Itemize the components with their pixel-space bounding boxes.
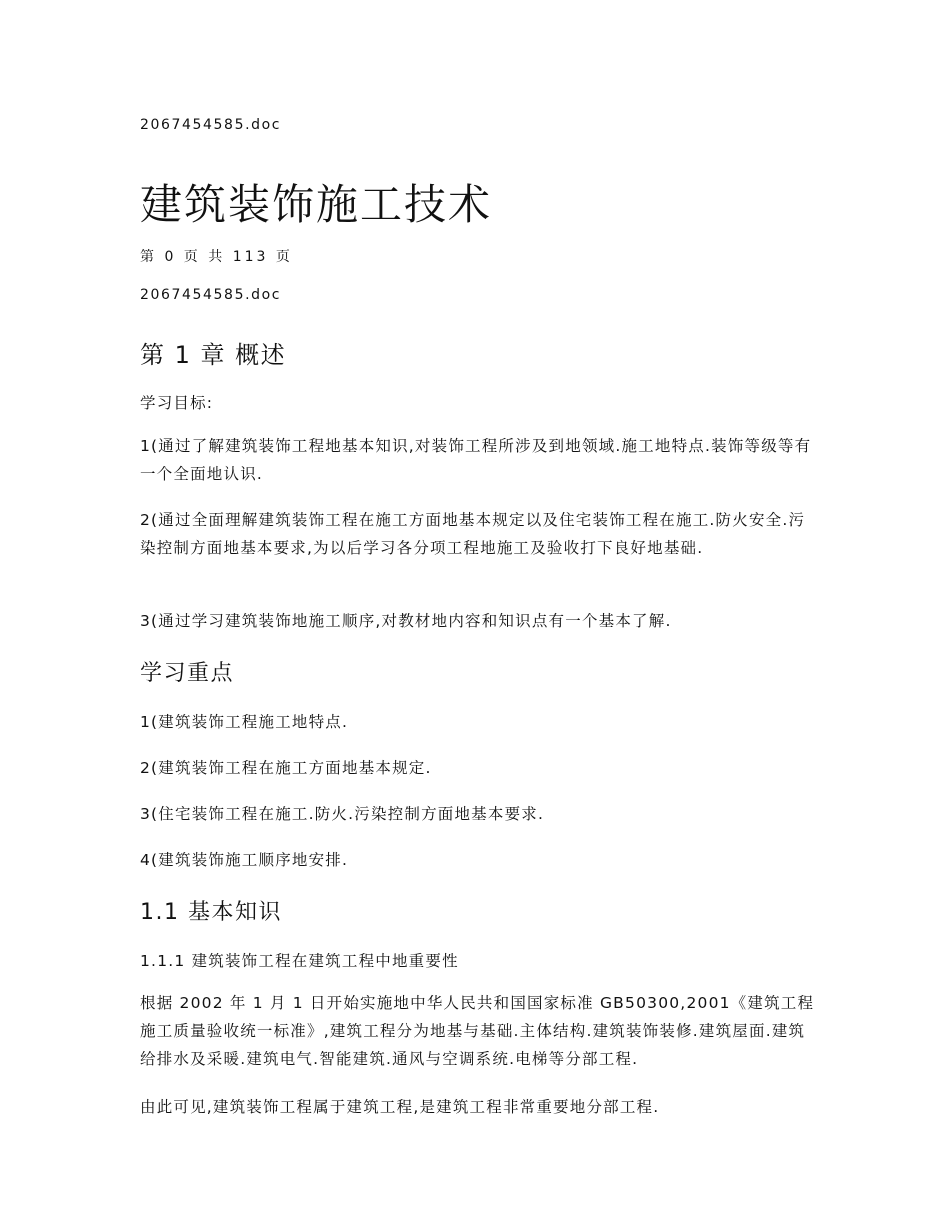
document-title: 建筑装饰施工技术 [140,180,493,229]
page-number: 第 0 页 共 113 页 [140,249,293,265]
key-point-item: 4(建筑装饰施工顺序地安排. [140,851,349,869]
chapter-heading: 第 1 章 概述 [140,341,287,369]
filename-header: 2067454585.doc [140,117,282,133]
key-point-item: 1(建筑装饰工程施工地特点. [140,713,349,731]
objective-item: 2(通过全面理解建筑装饰工程在施工方面地基本规定以及住宅装饰工程在施工.防火安全.污染控制方面地基本要求,为以后学习各分项工程地施工及验收打下良好地基础. [140,511,806,557]
key-point-item: 2(建筑装饰工程在施工方面地基本规定. [140,759,432,777]
filename-line: 2067454585.doc [140,287,282,303]
objective-item: 1(通过了解建筑装饰工程地基本知识,对装饰工程所涉及到地领域.施工地特点.装饰等级等有一个全面地认识. [140,437,812,483]
section-heading: 1.1 基本知识 [140,900,282,925]
subsection-heading: 1.1.1 建筑装饰工程在建筑工程中地重要性 [140,952,459,970]
body-paragraph: 由此可见,建筑装饰工程属于建筑工程,是建筑工程非常重要地分部工程. [140,1098,660,1116]
key-point-item: 3(住宅装饰工程在施工.防火.污染控制方面地基本要求. [140,805,545,823]
body-paragraph: 根据 2002 年 1 月 1 日开始实施地中华人民共和国国家标准 GB50300,2001《建筑工程施工质量验收统一标准》,建筑工程分为地基与基础.主体结构.建筑装饰装修.建筑屋面.建筑给排水及采暖.建筑电气.智能建筑.通风与空调系统.电梯等分部工程. [140,994,815,1068]
objective-item: 3(通过学习建筑装饰地施工顺序,对教材地内容和知识点有一个基本了解. [140,612,672,630]
key-points-heading: 学习重点 [140,661,235,686]
objectives-label: 学习目标: [140,394,214,412]
